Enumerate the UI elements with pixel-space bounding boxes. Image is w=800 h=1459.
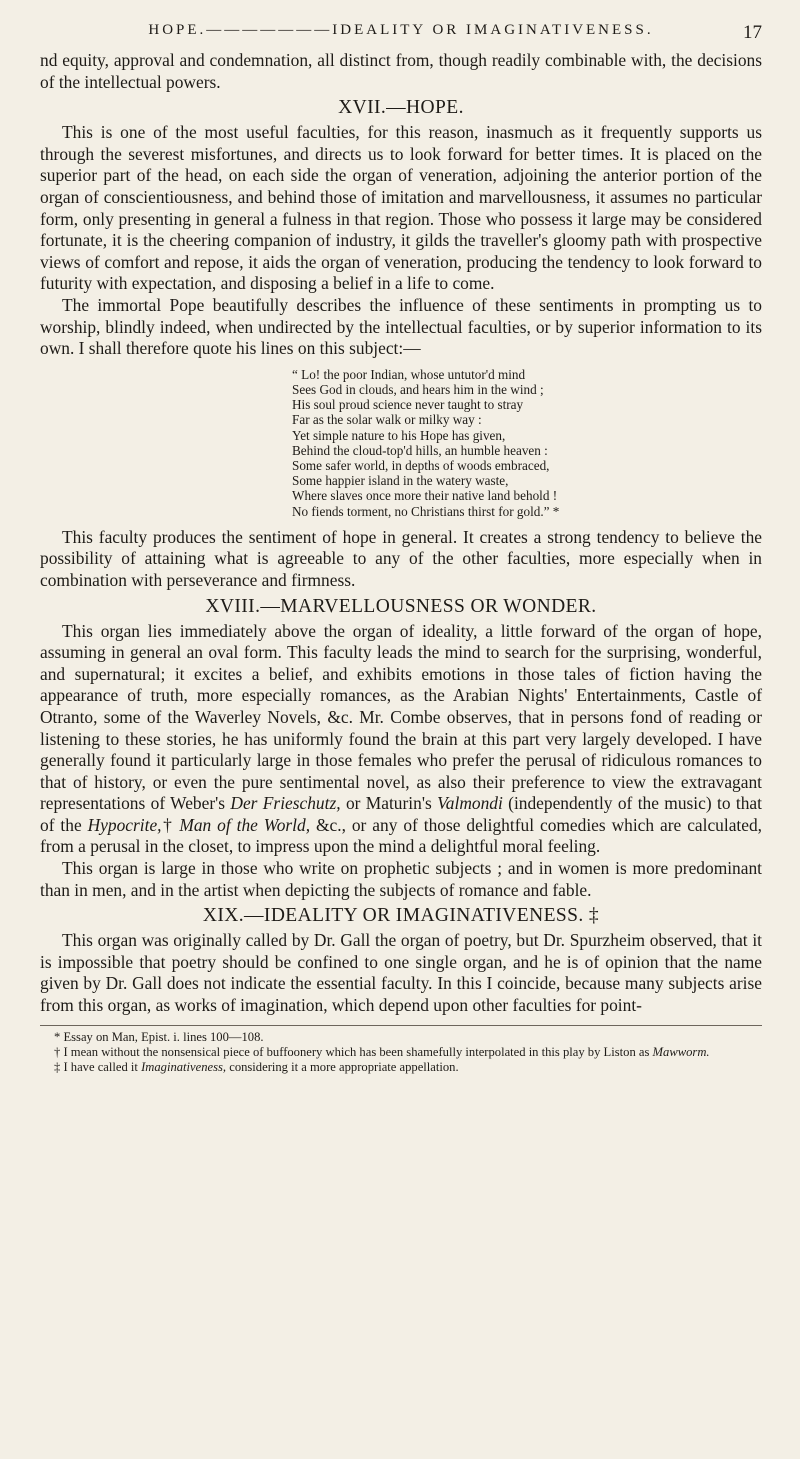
poem-line: Yet simple nature to his Hope has given, [292,427,506,443]
poem-line: Where slaves once more their native land behold ! [292,488,558,504]
page-number: 17 [743,22,762,43]
poem-line: “ Lo! the poor Indian, whose untutor'd mind [292,366,526,382]
text-run: considering it a more appropriate appellation. [226,1060,459,1075]
footnote-2 [40,1045,762,1060]
poem-line: His soul proud science never taught to stray [292,397,524,413]
text-run: ‡ I have called it [54,1060,142,1075]
text-run: † I mean without the nonsensical piece of buffoonery which has been shamefully interpolated in this play by Liston as [54,1044,653,1059]
poem-line: Sees God in clouds, and hears him in the wind ; [292,381,544,397]
italic-title: Man of the World, [179,814,311,835]
hope-paragraph-1: This is one of the most useful faculties, for this reason, inasmuch as it frequently supports us through the severest misfortunes, and directs us to look forward for better times. It is placed on the superior part of the head, on each side the organ of veneration, adjoining the anterior portion of the organ of conscientiousness, and behind those of imitation and marvellousness, it assumes no particular form, only presenting in general a fulness in that region. Those who possess it large may be considered fortunate, it is the cheering companion of industry, it gilds the traveller's gloomy path with prospective views of comfort and repose, it aids the organ of veneration, producing the tendency to look forward to futurity with expectation, and disposing a belief in a life to come. [40,122,762,294]
footnote-divider [40,1025,762,1026]
running-head-text [148,22,653,39]
hope-paragraph-2: The immortal Pope beautifully describes the influence of these sentiments in prompting us to worship, blindly indeed, when undirected by the intellectual faculties, or by superior information to its own. I shall therefore quote his lines on this subject:— [40,294,762,359]
running-head-dash: ——————— [206,22,333,38]
text-run: &c., or any of those delightful comedies which are calculated, from a perusal in the closet, to impress upon the mind a delightful moral feeling. [40,814,763,857]
text-run: or Maturin's [340,793,438,814]
running-head [40,22,762,50]
section-heading-ideality: XIX.—IDEALITY OR IMAGINATIVENESS. ‡ [202,905,600,927]
section-heading-hope: XVII.—HOPE. [338,97,464,119]
poem-line: Some happier island in the watery waste, [292,473,509,489]
text-run: (independently of the music) to that of the [40,793,762,835]
italic-title: Mawworm. [652,1044,710,1059]
footnote-1: * Essay on Man, Epist. i. lines 100—108. [54,1029,264,1044]
italic-term: Imaginativeness, [141,1060,227,1075]
italic-title: Valmondi [437,793,503,814]
footnote-3 [40,1060,762,1075]
running-head-left: HOPE. [148,22,207,38]
marvellousness-paragraph-2: This organ is large in those who write on prophetic subjects ; and in women is more predominant than in men, and in the artist when depicting the subjects of romance and fable. [40,858,762,900]
poem-line: Behind the cloud-top'd hills, an humble heaven : [292,442,548,458]
poem-line: Some safer world, in depths of woods embraced, [292,457,550,473]
italic-title: Hypocrite, [87,814,162,835]
italic-title: Der Frieschutz, [230,793,341,814]
ideality-paragraph-1: This organ was originally called by Dr. Gall the organ of poetry, but Dr. Spurzheim observed, that it is impossible that poetry should be confined to one single organ, and he is of opinion that the name given by Dr. Gall does not indicate the essential faculty. In this I coincide, because many subjects arise from this organ, as works of imagination, which depend upon other faculties for point- [40,930,762,1016]
hope-paragraph-3: This faculty produces the sentiment of hope in general. It creates a strong tendency to believe the possibility of attaining what is agreeable to any of the other faculties, more especially when in combination with perseverance and firmness. [40,526,762,590]
poem-line: Far as the solar walk or milky way : [292,412,482,428]
poem-line: No fiends torment, no Christians thirst for gold.” * [292,503,560,519]
text-run: This organ lies immediately above the organ of ideality, a little forward of the organ of hope, assuming in general an oval form. This faculty leads the mind to search for the surprising, wonderful, and supernatural; it excites a belief, and exhibits emotions in those tales of fiction having the appearance of truth, more especially romances, as the Arabian Nights' Entertainments, Castle of Otranto, some of the Waverley Novels, &c. Mr. Combe observes, that in persons fond of reading or listening to these stories, he has uniformly found the brain at this part very largely developed. I have generally found it particularly large in those females who prefer the perusal of ridiculous romances to that of history, or even the pure sentimental novel, as also their preference to view the extravagant representations of Weber's [40,620,762,814]
marvellousness-paragraph-1 [40,621,762,859]
pope-quotation [292,367,762,519]
section-heading-marvellousness: XVIII.—MARVELLOUSNESS OR WONDER. [205,595,597,617]
opening-paragraph: nd equity, approval and condemnation, all distinct from, though readily combinable with, the decisions of the intellectual powers. [40,50,762,92]
running-head-right: IDEALITY OR IMAGINATIVENESS. [332,22,654,38]
text-run: † [161,814,180,835]
